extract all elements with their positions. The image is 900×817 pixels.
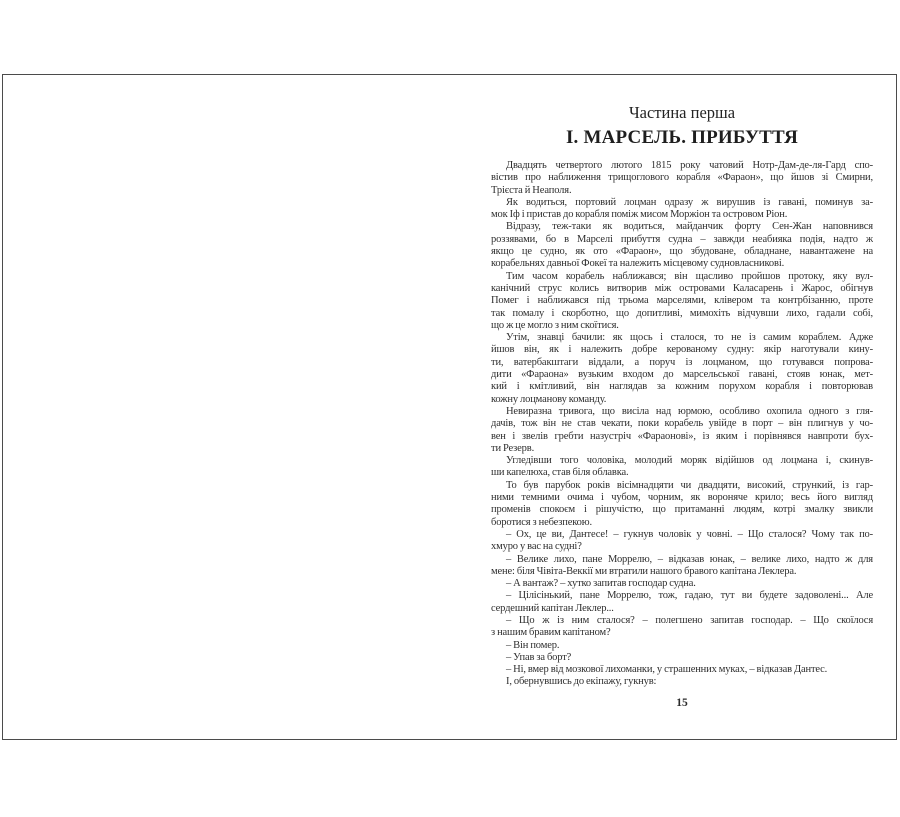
text-line: Тим часом корабель наближався; він щасливо пройшов протоку, яку вул-: [506, 270, 873, 282]
text-line: – Велике лихо, пане Моррелю, – відказав юнак, – велике лихо, надто ж для: [506, 553, 873, 565]
text-line: вістив про наближення трищоглового корабля «Фараон», що йшов зі Смирни,: [491, 172, 873, 184]
text-line: ши капелюха, став біля облавка.: [491, 467, 629, 479]
book-spread-frame: [2, 74, 897, 740]
text-line: Двадцять четвертого лютого 1815 року чатовий Нотр-Дам-де-ля-Гард спо-: [506, 160, 873, 171]
text-line: Як водиться, портовий лоцман одразу ж вирушив із гавані, поминув за-: [506, 196, 873, 208]
text-line: сердешний капітан Леклер...: [491, 602, 614, 614]
text-line: дити «Фараона» вузьким входом до марсельської гавані, стояв юнак, мет-: [491, 369, 873, 381]
text-line: – Ні, вмер від мозкової лихоманки, у страшенних муках, – відказав Дантес.: [506, 664, 828, 676]
text-line: кий і кмітливий, він наглядав за кожним порухом корабля і повторював: [491, 381, 873, 393]
text-line: – Він помер.: [506, 639, 560, 651]
text-line: хмуро у вас на судні?: [491, 541, 582, 553]
part-title: Частина перша: [628, 103, 736, 122]
text-line: якщо це судно, як ото «Фараон», що збудоване, обладнане, навантажене на: [491, 246, 873, 258]
text-line: То був парубок років вісімнадцяти чи двадцяти, високий, стрункий, із гар-: [506, 479, 873, 491]
text-line: Відразу, теж-таки як водиться, майданчик форту Сен-Жан наповнився: [506, 221, 873, 233]
text-line: ти Резерв.: [491, 442, 535, 454]
text-line: мене: біля Чівіта-Веккії ми втратили нашого бравого капітана Леклера.: [491, 565, 797, 577]
text-line: – А вантаж? – хутко запитав господар судна.: [506, 578, 696, 590]
text-line: канічний струс колись витворив між островами Каласарень і Жарос, обігнув: [491, 282, 873, 294]
text-line: – Що ж із ним сталося? – полегшено запитав господар. – Що скоїлося: [506, 614, 873, 626]
text-line: вен і звелів гребти назустріч «Фараонові», із яким і порівнявся навпроти бух-: [491, 430, 873, 442]
text-line: ними темними очима і чубом, чорним, як вороняче крило; весь його вигляд: [491, 492, 873, 504]
text-line: І, обернувшись до екіпажу, гукнув:: [506, 676, 657, 688]
text-line: мок Іф і пристав до корабля поміж мисом Моржіон та островом Ріон.: [491, 209, 788, 221]
text-line: так помалу і скорботно, що допитливі, мимохіть відчувши лихо, гадали собі,: [491, 307, 873, 319]
text-line: ти, ватербакштаги віддали, а поруч із лоцманом, що готувався попрова-: [491, 356, 873, 368]
text-line: кожну лоцманову команду.: [491, 393, 607, 405]
blank-left-page: [3, 75, 449, 739]
page-body: [491, 160, 873, 689]
text-line: – Ох, це ви, Дантесе! – гукнув чоловік у човні. – Що сталося? Чому так по-: [506, 528, 873, 540]
text-line: – Цілісінький, пане Моррелю, тож, гадаю, тут ви будете задоволені... Але: [506, 590, 873, 602]
text-line: йшов він, як і належить добре керованому судну: якір наготували кину-: [491, 344, 873, 356]
text-line: Утім, знавці бачили: як щось і сталося, то не із самим кораблем. Адже: [506, 332, 873, 344]
text-line: дачів, тож він не став чекати, поки корабель увійде в порт – він плигнув у чо-: [491, 418, 873, 430]
text-line: Угледівши того чоловіка, молодий моряк відійшов од лоцмана і, скинув-: [506, 455, 873, 467]
text-line: що ж це могло з ним скоїтися.: [491, 319, 619, 331]
page-number: 15: [676, 697, 688, 709]
text-line: Трієста й Неаполя.: [491, 184, 572, 196]
chapter-title: І. МАРСЕЛЬ. ПРИБУТТЯ: [565, 127, 799, 148]
text-line: роззявами, бо в Марселі прибуття судна – завжди неабияка подія, надто ж: [491, 233, 873, 245]
text-line: – Упав за борт?: [506, 651, 572, 663]
text-line: з нашим бравим капітаном?: [491, 627, 611, 639]
text-line: корабельнях давньої Фокеї та належить місцевому судновласникові.: [491, 258, 785, 270]
text-line: променів спокоєм і рішучістю, що притаманні людям, котрі змалку звикли: [491, 504, 873, 516]
text-line: Помег і наближався під трьома марселями, клівером та контрбізанню, проте: [491, 295, 873, 307]
text-line: боротися з небезпекою.: [491, 516, 592, 528]
text-column: [491, 75, 873, 739]
text-line: Невиразна тривога, що висіла над юрмою, особливо охопила одного з гля-: [506, 405, 873, 417]
